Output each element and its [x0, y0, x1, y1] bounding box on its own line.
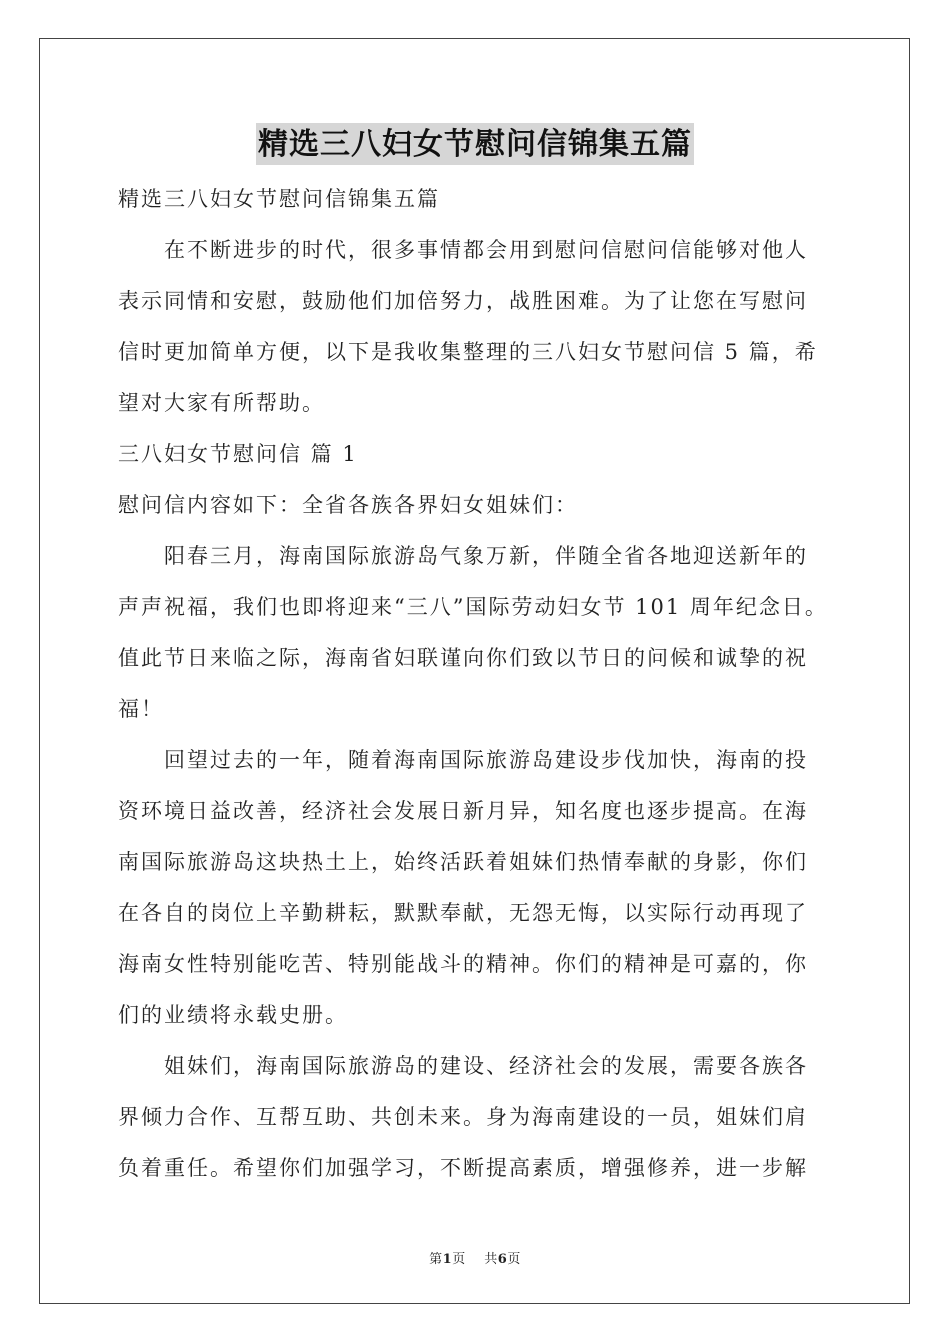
- body-line: 阳春三月，海南国际旅游岛气象万新，伴随全省各地迎送新年的: [118, 544, 808, 568]
- page-prefix: 第: [429, 1252, 443, 1267]
- body-line: 回望过去的一年，随着海南国际旅游岛建设步伐加快，海南的投: [118, 748, 808, 772]
- body-line: 海南女性特别能吃苦、特别能战斗的精神。你们的精神是可嘉的，你: [118, 952, 808, 976]
- body-line: 望对大家有所帮助。: [118, 391, 325, 415]
- body-line: 慰问信内容如下：全省各族各界妇女姐妹们：: [118, 493, 578, 517]
- section-heading: 三八妇女节慰问信 篇 1: [118, 442, 358, 466]
- body-line: 表示同情和安慰，鼓励他们加倍努力，战胜困难。为了让您在写慰问: [118, 289, 808, 313]
- body-line: 值此节日来临之际，海南省妇联谨向你们致以节日的问候和诚挚的祝: [118, 646, 808, 670]
- body-line: 信时更加简单方便，以下是我收集整理的三八妇女节慰问信 5 篇，希: [118, 340, 818, 364]
- total-suffix: 页: [507, 1252, 521, 1267]
- body-line: 负着重任。希望你们加强学习，不断提高素质，增强修养，进一步解: [118, 1156, 808, 1180]
- page-number: 1: [442, 1252, 453, 1267]
- title-container: [0, 123, 950, 165]
- body-line: 南国际旅游岛这块热土上，始终活跃着姐妹们热情奉献的身影，你们: [118, 850, 808, 874]
- total-prefix: 共: [484, 1252, 498, 1267]
- body-line: 界倾力合作、互帮互助、共创未来。身为海南建设的一员，姐妹们肩: [118, 1105, 808, 1129]
- body-line: 们的业绩将永载史册。: [118, 1003, 348, 1027]
- body-line: 福！: [118, 697, 164, 721]
- body-line: 资环境日益改善，经济社会发展日新月异，知名度也逐步提高。在海: [118, 799, 808, 823]
- page-suffix: 页: [452, 1252, 466, 1267]
- page-footer: [0, 1248, 950, 1267]
- body-line: 姐妹们，海南国际旅游岛的建设、经济社会的发展，需要各族各: [118, 1054, 808, 1078]
- body-line: 精选三八妇女节慰问信锦集五篇: [118, 187, 440, 211]
- body-line: 声声祝福，我们也即将迎来“三八”国际劳动妇女节 101 周年纪念日。: [118, 595, 828, 619]
- body-line: 在不断进步的时代，很多事情都会用到慰问信慰问信能够对他人: [118, 238, 808, 262]
- body-line: 在各自的岗位上辛勤耕耘，默默奉献，无怨无悔，以实际行动再现了: [118, 901, 808, 925]
- document-title: 精选三八妇女节慰问信锦集五篇: [256, 123, 694, 165]
- page-total: 6: [497, 1252, 508, 1267]
- document-body: [118, 174, 838, 1194]
